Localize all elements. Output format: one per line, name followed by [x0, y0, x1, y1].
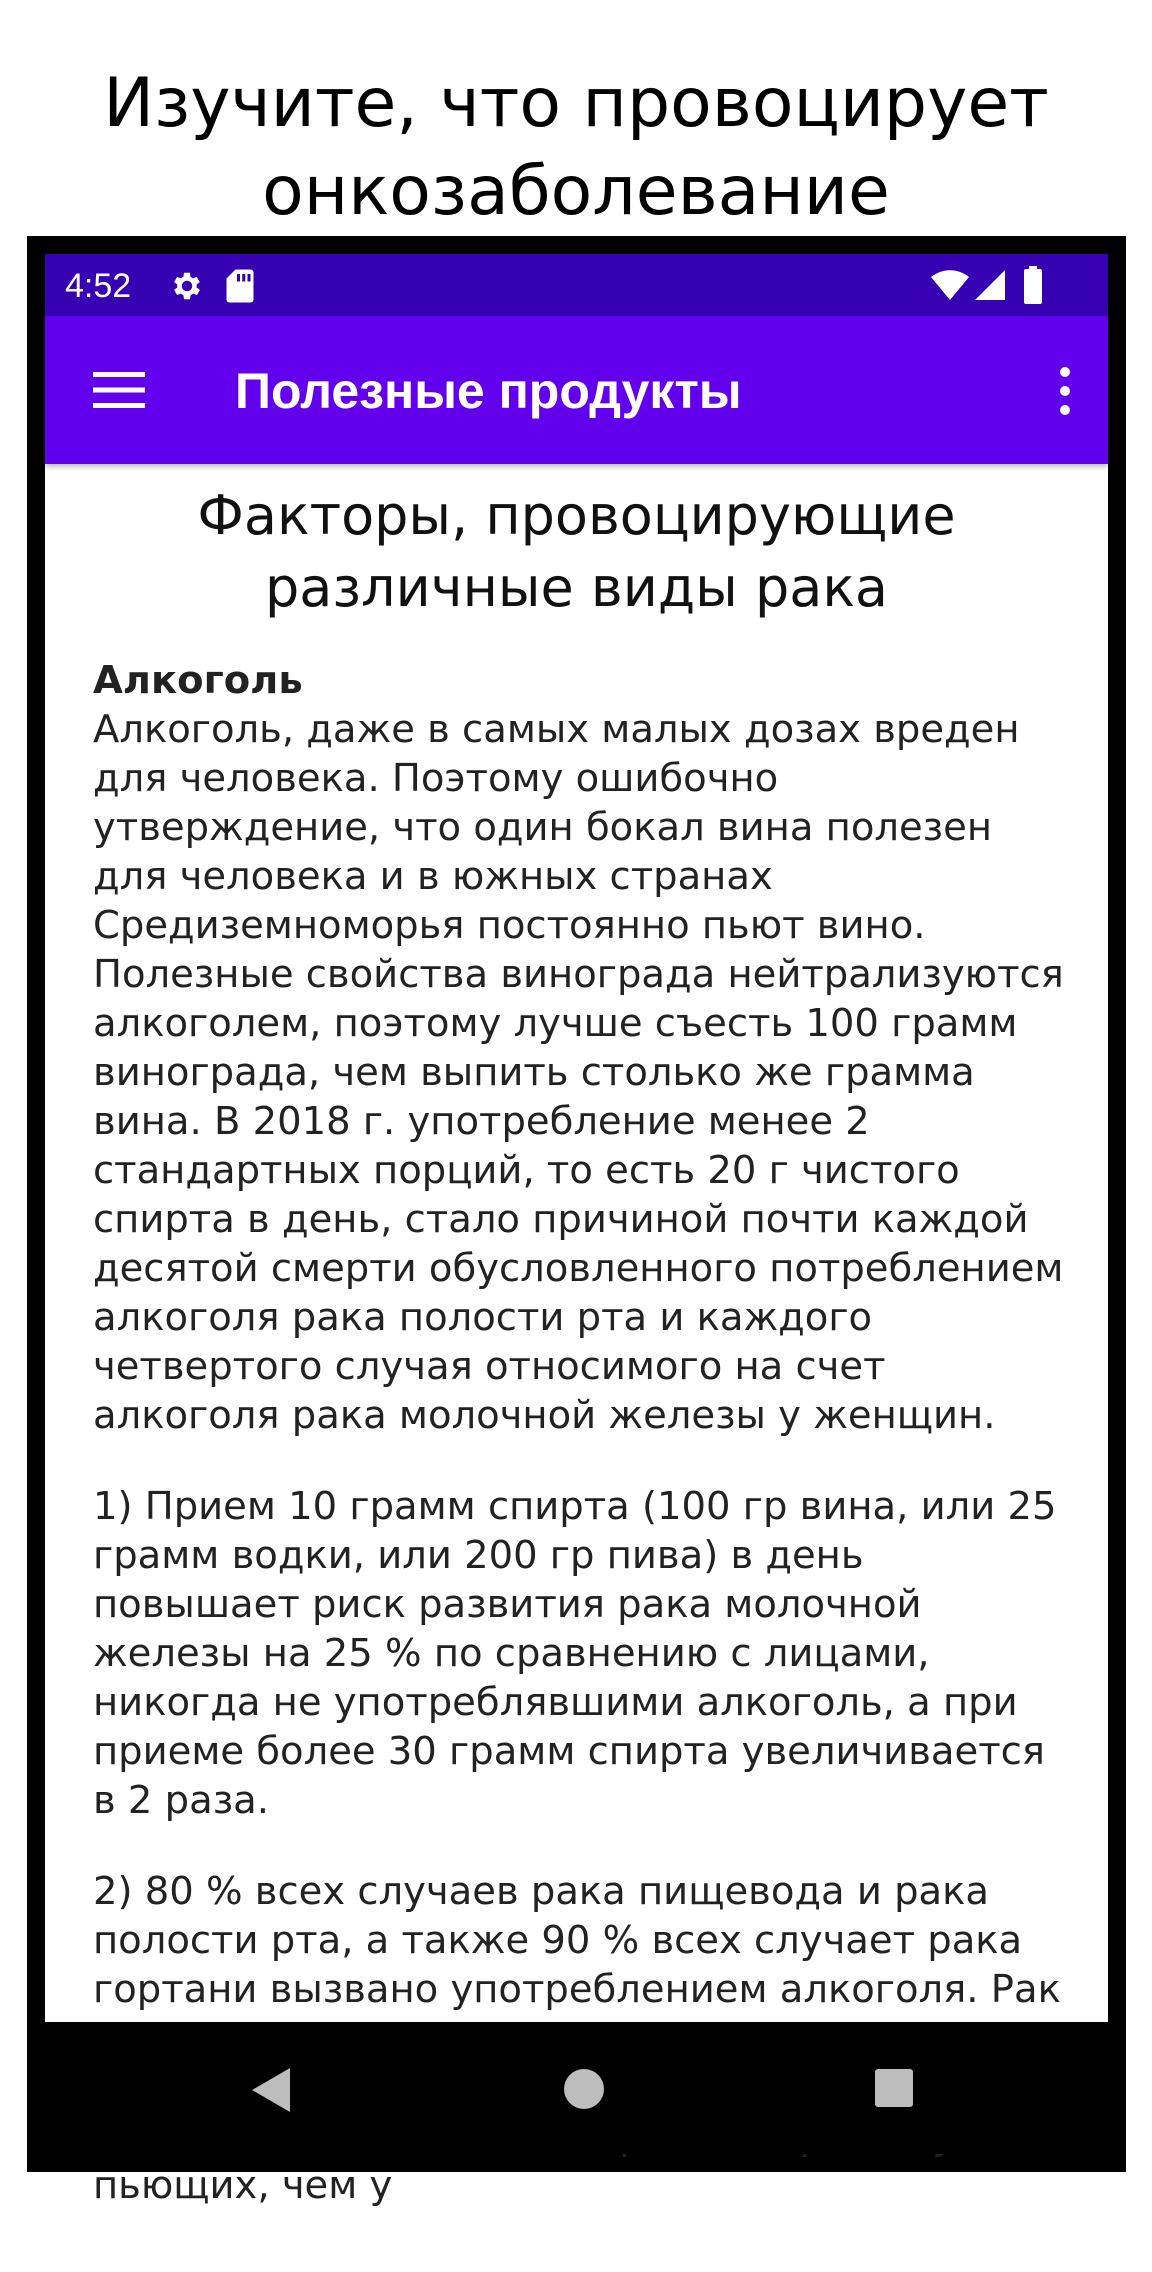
signal-icon	[973, 268, 1007, 302]
gear-icon	[169, 268, 205, 304]
article-title-line-1: Факторы, провоцирующие	[197, 484, 956, 547]
back-icon[interactable]	[250, 2066, 292, 2114]
device-frame	[27, 236, 1126, 2208]
article-body	[93, 656, 1064, 2252]
article-title	[45, 480, 1108, 624]
article-scroll-area[interactable]	[45, 464, 1108, 2208]
wifi-icon	[930, 268, 970, 302]
article-paragraph: Алкоголь, даже в самых малых дозах вреден для человека. Поэтому ошибочно утверждение, что один бокал вина полезен для человека и в южных странах Средиземноморья постоянно пьют вино. Полезные свойства винограда нейтрализуются алкоголем, поэтому лучше съесть 100 грамм винограда, чем выпить столько же грамма вина. В 2018 г. употребление менее 2 стандартных порций, то есть 20 г чистого спирта в день, стало причиной почти каждой десятой смерти обусловленного потреблением алкоголя рака полости рта и каждого четвертого случая относимого на счет алкоголя рака молочной железы у женщин.	[93, 707, 1064, 1438]
promo-title	[0, 60, 1152, 236]
article-paragraph: 1) Прием 10 грамм спирта (100 гр вина, или 25 грамм водки, или 200 гр пива) в день повышает риск развития рака молочной железы на 25 % по сравнению с лицами, никогда не употреблявшими алкоголь, а при приеме более 30 грамм спирта увеличивается в 2 раза.	[93, 1484, 1057, 1823]
article-paragraph: 2) 80 % всех случаев рака пищевода и рака полости рта, а также 90 % всех случает рака гортани вызвано употреблением алкоголя. Рак пьющих, чем у	[93, 1869, 1061, 2208]
sd-card-icon	[225, 268, 255, 304]
app-title: Полезные продукты	[235, 363, 742, 419]
hamburger-menu-icon[interactable]	[93, 370, 145, 410]
home-icon[interactable]	[563, 2068, 605, 2110]
phone-screen	[45, 254, 1108, 2208]
article-title-line-2: различные виды рака	[264, 556, 889, 619]
section-heading: Алкоголь	[93, 658, 303, 703]
app-bar	[45, 316, 1108, 464]
navigation-bar	[45, 2022, 1108, 2154]
promo-title-line-1: Изучите, что провоцирует	[103, 64, 1049, 143]
status-bar	[45, 254, 1108, 316]
promo-title-line-2: онкозаболевание	[262, 152, 890, 231]
status-time: 4:52	[65, 267, 132, 305]
recents-icon[interactable]	[874, 2068, 914, 2108]
battery-icon	[1023, 266, 1043, 304]
more-vertical-icon[interactable]	[1055, 366, 1075, 416]
